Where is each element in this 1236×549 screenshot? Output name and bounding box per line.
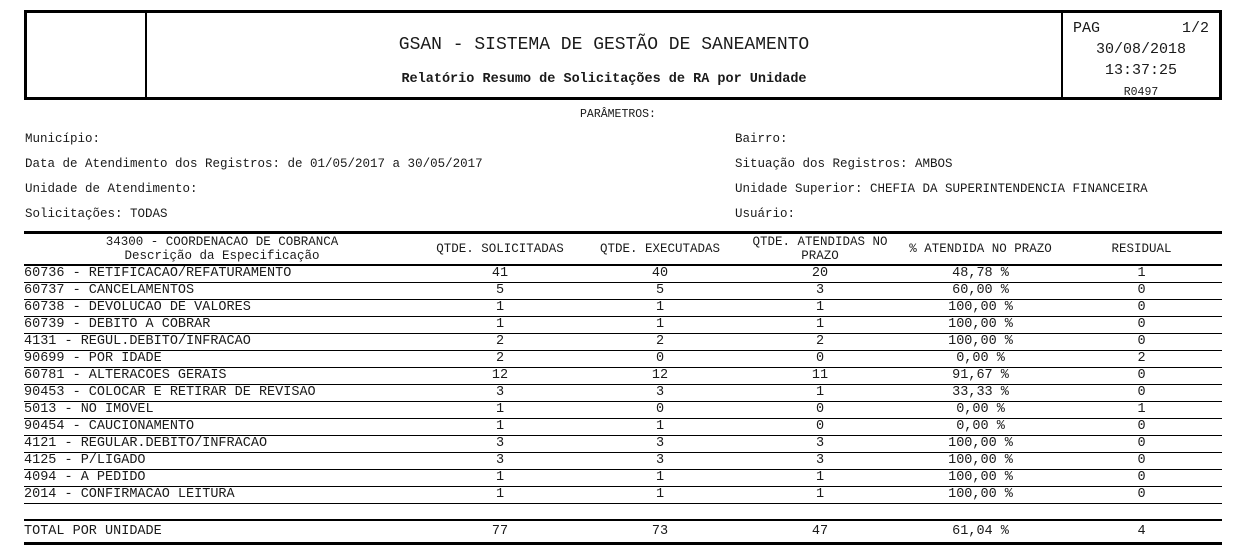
pag-label: PAG bbox=[1073, 20, 1101, 37]
param-municipio: Município: bbox=[25, 132, 101, 146]
solicitadas-cell: 2 bbox=[420, 334, 580, 351]
column-header-solicitadas: QTDE. SOLICITADAS bbox=[420, 233, 580, 266]
executadas-cell: 5 bbox=[580, 283, 740, 300]
total-executadas: 73 bbox=[580, 520, 740, 544]
executadas-cell: 1 bbox=[580, 487, 740, 504]
atendidas-cell: 3 bbox=[740, 283, 900, 300]
solicitations-table bbox=[24, 231, 1222, 545]
spec-cell: 60781 - ALTERACOES GERAIS bbox=[24, 368, 420, 385]
param-situacao: Situação dos Registros: AMBOS bbox=[735, 157, 953, 171]
solicitadas-cell: 3 bbox=[420, 436, 580, 453]
pct-cell: 60,00 % bbox=[900, 283, 1061, 300]
table-body bbox=[24, 265, 1222, 504]
table-row bbox=[24, 283, 1222, 300]
column-header-atendidas-no-prazo: QTDE. ATENDIDAS NO PRAZO bbox=[740, 233, 900, 266]
atendidas-cell: 0 bbox=[740, 402, 900, 419]
param-unidade-superior: Unidade Superior: CHEFIA DA SUPERINTENDENCIA FINANCEIRA bbox=[735, 182, 1148, 196]
pct-cell: 48,78 % bbox=[900, 265, 1061, 283]
atendidas-cell: 1 bbox=[740, 385, 900, 402]
spec-cell: 4094 - A PEDIDO bbox=[24, 470, 420, 487]
logo-box bbox=[27, 13, 147, 97]
executadas-cell: 1 bbox=[580, 300, 740, 317]
executadas-cell: 1 bbox=[580, 419, 740, 436]
table-row bbox=[24, 334, 1222, 351]
executadas-cell: 3 bbox=[580, 436, 740, 453]
param-data-atendimento: Data de Atendimento dos Registros: de 01/05/2017 a 30/05/2017 bbox=[25, 157, 483, 171]
param-unidade-atendimento: Unidade de Atendimento: bbox=[25, 182, 198, 196]
executadas-cell: 3 bbox=[580, 385, 740, 402]
spec-cell: 60737 - CANCELAMENTOS bbox=[24, 283, 420, 300]
pct-cell: 100,00 % bbox=[900, 453, 1061, 470]
atendidas-cell: 3 bbox=[740, 436, 900, 453]
table-row bbox=[24, 419, 1222, 436]
executadas-cell: 1 bbox=[580, 317, 740, 334]
param-usuario: Usuário: bbox=[735, 207, 796, 221]
residual-cell: 0 bbox=[1061, 334, 1222, 351]
table-row bbox=[24, 368, 1222, 385]
solicitadas-cell: 1 bbox=[420, 487, 580, 504]
residual-cell: 0 bbox=[1061, 453, 1222, 470]
residual-cell: 0 bbox=[1061, 487, 1222, 504]
total-residual: 4 bbox=[1061, 520, 1222, 544]
unit-code-header: 34300 - COORDENACAO DE COBRANCA bbox=[105, 235, 339, 249]
spec-cell: 60738 - DEVOLUCAO DE VALORES bbox=[24, 300, 420, 317]
residual-cell: 0 bbox=[1061, 300, 1222, 317]
atendidas-cell: 3 bbox=[740, 453, 900, 470]
table-row bbox=[24, 453, 1222, 470]
table-row bbox=[24, 436, 1222, 453]
executadas-cell: 3 bbox=[580, 453, 740, 470]
parameters-right-column bbox=[735, 127, 1148, 227]
total-atendidas: 47 bbox=[740, 520, 900, 544]
table-spacer-row bbox=[24, 504, 1222, 521]
param-solicitacoes: Solicitações: TODAS bbox=[25, 207, 168, 221]
total-pct: 61,04 % bbox=[900, 520, 1061, 544]
column-header-executadas: QTDE. EXECUTADAS bbox=[580, 233, 740, 266]
residual-cell: 1 bbox=[1061, 402, 1222, 419]
residual-cell: 1 bbox=[1061, 265, 1222, 283]
residual-cell: 0 bbox=[1061, 419, 1222, 436]
solicitadas-cell: 3 bbox=[420, 385, 580, 402]
spec-cell: 2014 - CONFIRMACAO LEITURA bbox=[24, 487, 420, 504]
pct-cell: 0,00 % bbox=[900, 351, 1061, 368]
column-header-pct-atendida: % ATENDIDA NO PRAZO bbox=[900, 233, 1061, 266]
pct-cell: 100,00 % bbox=[900, 317, 1061, 334]
atendidas-cell: 20 bbox=[740, 265, 900, 283]
page-info-box bbox=[1061, 13, 1219, 97]
executadas-cell: 0 bbox=[580, 351, 740, 368]
table-row bbox=[24, 402, 1222, 419]
executadas-cell: 40 bbox=[580, 265, 740, 283]
column-header-residual: RESIDUAL bbox=[1061, 233, 1222, 266]
residual-cell: 0 bbox=[1061, 385, 1222, 402]
spec-cell: 4121 - REGULAR.DEBITO/INFRACAO bbox=[24, 436, 420, 453]
table-header bbox=[24, 233, 1222, 266]
page-indicator bbox=[1073, 18, 1209, 39]
pct-cell: 100,00 % bbox=[900, 300, 1061, 317]
executadas-cell: 12 bbox=[580, 368, 740, 385]
solicitadas-cell: 5 bbox=[420, 283, 580, 300]
residual-cell: 0 bbox=[1061, 436, 1222, 453]
solicitadas-cell: 3 bbox=[420, 453, 580, 470]
spec-cell: 90453 - COLOCAR E RETIRAR DE REVISAO bbox=[24, 385, 420, 402]
executadas-cell: 0 bbox=[580, 402, 740, 419]
spec-cell: 60736 - RETIFICACAO/REFATURAMENTO bbox=[24, 265, 420, 283]
pct-cell: 100,00 % bbox=[900, 470, 1061, 487]
pct-cell: 100,00 % bbox=[900, 436, 1061, 453]
table-row bbox=[24, 351, 1222, 368]
spec-cell: 4125 - P/LIGADO bbox=[24, 453, 420, 470]
executadas-cell: 1 bbox=[580, 470, 740, 487]
atendidas-cell: 0 bbox=[740, 419, 900, 436]
table-row bbox=[24, 317, 1222, 334]
spec-cell: 60739 - DEBITO A COBRAR bbox=[24, 317, 420, 334]
pct-cell: 33,33 % bbox=[900, 385, 1061, 402]
spec-description-header: Descrição da Especificação bbox=[124, 249, 320, 263]
report-title: GSAN - SISTEMA DE GESTÃO DE SANEAMENTO bbox=[398, 35, 810, 55]
residual-cell: 0 bbox=[1061, 283, 1222, 300]
spec-cell: 90699 - POR IDADE bbox=[24, 351, 420, 368]
solicitadas-cell: 12 bbox=[420, 368, 580, 385]
total-row bbox=[24, 520, 1222, 544]
solicitadas-cell: 1 bbox=[420, 402, 580, 419]
report-time: 13:37:25 bbox=[1104, 62, 1177, 79]
report-date: 30/08/2018 bbox=[1095, 41, 1186, 58]
parameters-left-column bbox=[25, 127, 483, 227]
solicitadas-cell: 1 bbox=[420, 300, 580, 317]
table-row bbox=[24, 300, 1222, 317]
atendidas-cell: 1 bbox=[740, 470, 900, 487]
atendidas-cell: 0 bbox=[740, 351, 900, 368]
atendidas-cell: 1 bbox=[740, 317, 900, 334]
total-solicitadas: 77 bbox=[420, 520, 580, 544]
spec-cell: 90454 - CAUCIONAMENTO bbox=[24, 419, 420, 436]
pct-cell: 100,00 % bbox=[900, 334, 1061, 351]
title-box bbox=[147, 13, 1061, 97]
parameters-heading: PARÂMETROS: bbox=[580, 108, 656, 121]
atendidas-cell: 2 bbox=[740, 334, 900, 351]
table-row bbox=[24, 265, 1222, 283]
param-bairro: Bairro: bbox=[735, 132, 788, 146]
table-row bbox=[24, 470, 1222, 487]
executadas-cell: 2 bbox=[580, 334, 740, 351]
solicitadas-cell: 2 bbox=[420, 351, 580, 368]
report-header bbox=[24, 10, 1222, 100]
spec-cell: 5013 - NO IMOVEL bbox=[24, 402, 420, 419]
atendidas-cell: 1 bbox=[740, 487, 900, 504]
pct-cell: 0,00 % bbox=[900, 402, 1061, 419]
column-header-especificacao bbox=[24, 233, 420, 266]
solicitadas-cell: 1 bbox=[420, 317, 580, 334]
pct-cell: 91,67 % bbox=[900, 368, 1061, 385]
table-row bbox=[24, 487, 1222, 504]
residual-cell: 0 bbox=[1061, 470, 1222, 487]
atendidas-cell: 1 bbox=[740, 300, 900, 317]
atendidas-cell: 11 bbox=[740, 368, 900, 385]
spec-cell: 4131 - REGUL.DEBITO/INFRACAO bbox=[24, 334, 420, 351]
residual-cell: 0 bbox=[1061, 317, 1222, 334]
solicitadas-cell: 1 bbox=[420, 470, 580, 487]
solicitadas-cell: 41 bbox=[420, 265, 580, 283]
page-number: 1/2 bbox=[1181, 20, 1209, 37]
total-label: TOTAL POR UNIDADE bbox=[24, 520, 420, 544]
residual-cell: 2 bbox=[1061, 351, 1222, 368]
table-row bbox=[24, 385, 1222, 402]
report-subtitle: Relatório Resumo de Solicitações de RA por Unidade bbox=[401, 72, 807, 87]
solicitadas-cell: 1 bbox=[420, 419, 580, 436]
pct-cell: 0,00 % bbox=[900, 419, 1061, 436]
report-code: R0497 bbox=[1123, 86, 1159, 99]
residual-cell: 0 bbox=[1061, 368, 1222, 385]
pct-cell: 100,00 % bbox=[900, 487, 1061, 504]
